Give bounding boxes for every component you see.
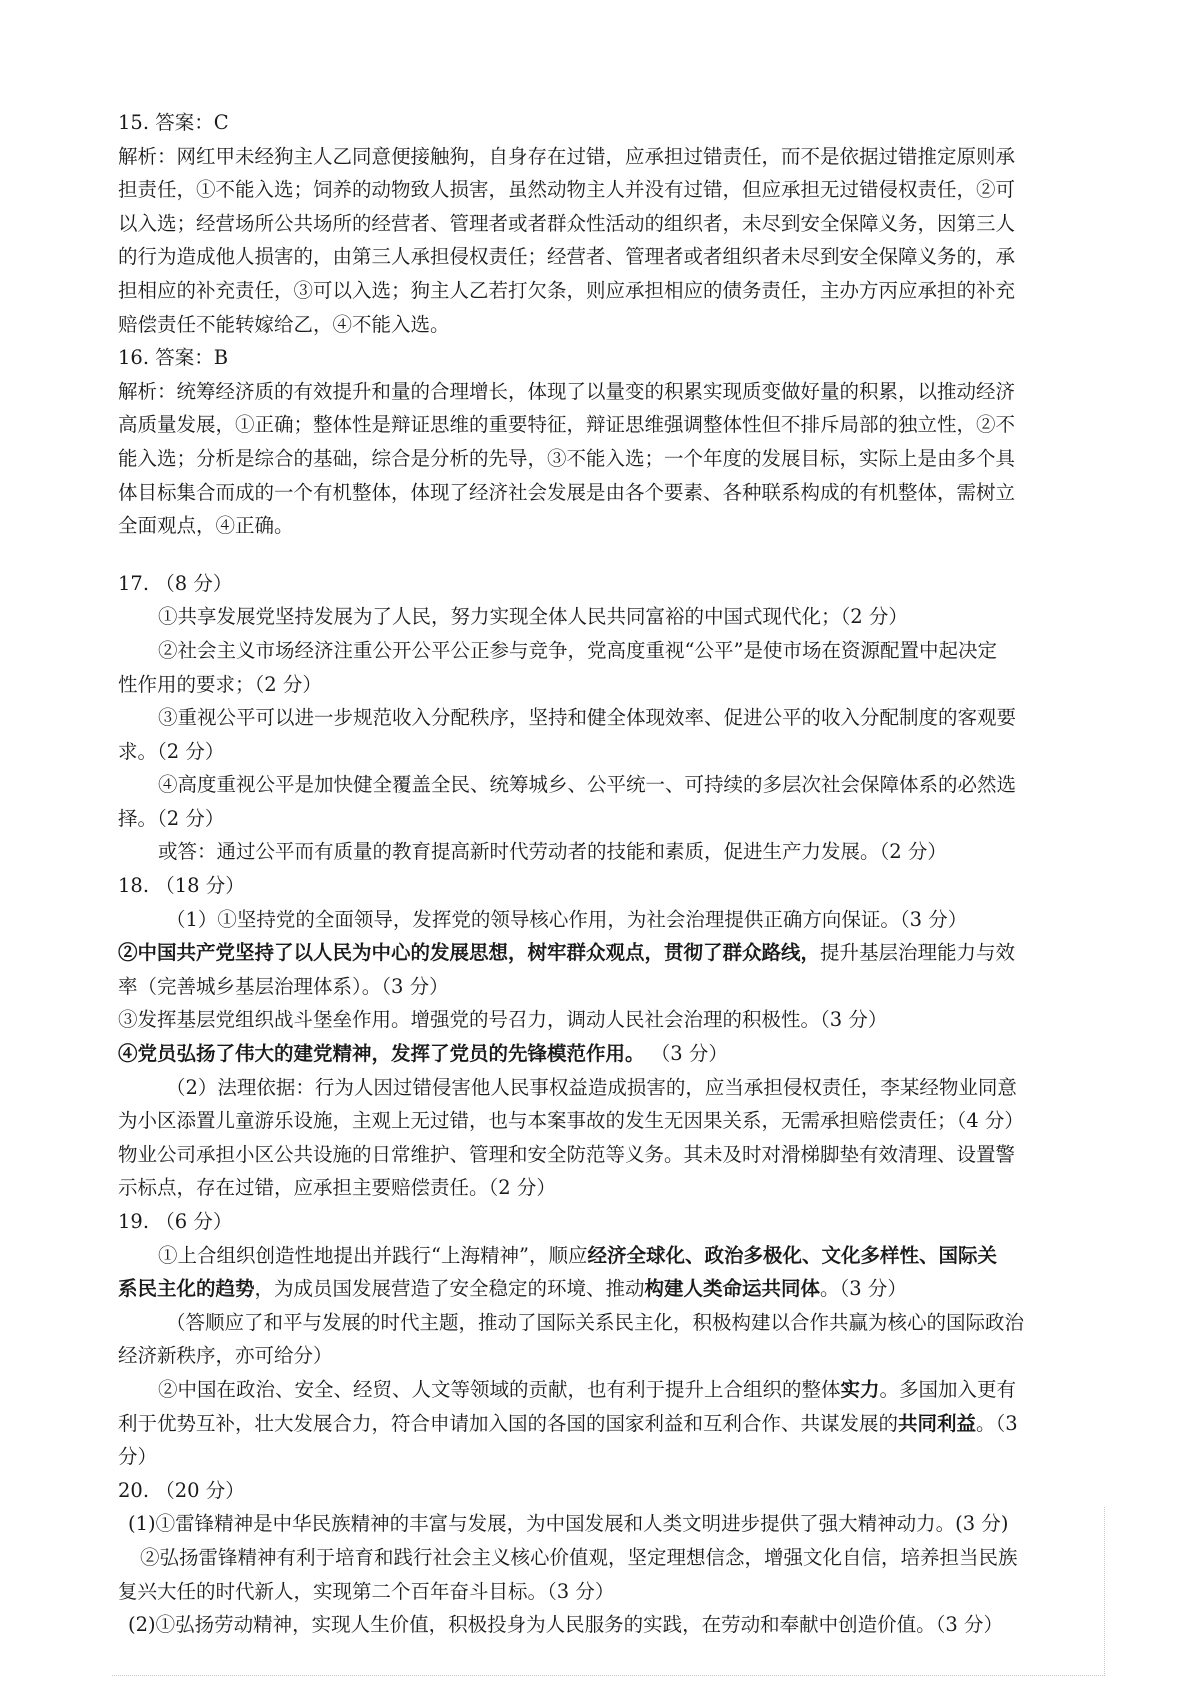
dotted-frame: [112, 1507, 1105, 1676]
q20-heading: 20. （20 分）: [118, 1478, 245, 1502]
q17-section: [118, 567, 1098, 869]
q20-part1-point-1: (1)①雷锋精神是中华民族精神的丰富与发展，为中国发展和人类文明进步提供了强大精神动力。(3 分): [128, 1512, 1009, 1536]
q18-bold-text: ④党员弘扬了伟大的建党精神，发挥了党员的先锋模范作用。: [118, 1042, 645, 1066]
q17-point-1: ①共享发展党坚持发展为了人民，努力实现全体人民共同富裕的中国式现代化；（2 分）: [158, 605, 908, 629]
q19-point-2-cont: [118, 1407, 1098, 1441]
q18-part1-point-1: （1）①坚持党的全面领导，发挥党的领导核心作用，为社会治理提供正确方向保证。（3 分）: [166, 907, 968, 931]
q18-part2-line: 为小区添置儿童游乐设施，主观上无过错，也与本案事故的发生无因果关系，无需承担赔偿责任；（4 分）: [118, 1109, 1024, 1133]
section-spacer: [118, 543, 1098, 567]
q19-note: （答顺应了和平与发展的时代主题，推动了国际关系民主化，积极构建以合作共赢为核心的国际政治: [166, 1310, 1025, 1334]
q19-point-1: [118, 1239, 1098, 1273]
q19-point-2: [118, 1373, 1098, 1407]
q19-bold-text: 构建人类命运共同体: [644, 1277, 821, 1301]
q18-part1-point-2: [118, 936, 1098, 970]
q18-part1-point-3: ③发挥基层党组织战斗堡垒作用。增强党的号召力，调动人民社会治理的积极性。（3 分）: [118, 1008, 888, 1032]
q15-analysis-line: 以入选；经营场所公共场所的经营者、管理者或者群众性活动的组织者，未尽到安全保障义务，因第三人: [118, 211, 1016, 235]
q20-part2-point-1: (2)①弘扬劳动精神，实现人生价值，积极投身为人民服务的实践，在劳动和奉献中创造价值。（3 分）: [128, 1613, 1003, 1637]
q18-part2-line: 物业公司承担小区公共设施的日常维护、管理和安全防范等义务。其未及时对滑梯脚垫有效清理、设置警: [118, 1142, 1016, 1166]
q15-section: [118, 106, 1098, 341]
q19-point-1-cont: [118, 1272, 1098, 1306]
q18-part2-line: 示标点，存在过错，应承担主要赔偿责任。（2 分）: [118, 1176, 556, 1200]
q20-part1-point-2-cont: 复兴大任的时代新人，实现第二个百年奋斗目标。（3 分）: [118, 1579, 615, 1603]
q17-point-3-cont: 求。（2 分）: [118, 739, 225, 763]
q17-point-4-cont: 择。（2 分）: [118, 806, 225, 830]
q16-answer: 16. 答案：B: [118, 346, 229, 370]
q18-text: 提升基层治理能力与效: [820, 941, 1016, 965]
q18-part2-line: （2）法理依据：行为人因过错侵害他人民事权益造成损害的，应当承担侵权责任，李某经物业同意: [166, 1075, 1017, 1099]
q16-analysis-line: 体目标集合而成的一个有机整体，体现了经济社会发展是由各个要素、各种联系构成的有机整体，需树立: [118, 480, 1016, 504]
q19-bold-text: 系民主化的趋势: [118, 1277, 255, 1301]
q20-section: [118, 1474, 1098, 1642]
q16-analysis-line: 能入选；分析是综合的基础，综合是分析的先导，③不能入选；一个年度的发展目标，实际上是由多个具: [118, 446, 1016, 470]
q17-heading: 17. （8 分）: [118, 571, 233, 595]
q16-section: [118, 341, 1098, 543]
q15-analysis-line: 担责任，①不能入选；饲养的动物致人损害，虽然动物主人并没有过错，但应承担无过错侵权责任，②可: [118, 178, 1016, 202]
q17-alt-answer: 或答：通过公平而有质量的教育提高新时代劳动者的技能和素质，促进生产力发展。（2 分）: [158, 840, 947, 864]
q17-point-2: ②社会主义市场经济注重公开公平公正参与竞争，党高度重视“公平”是使市场在资源配置中起决定: [158, 638, 997, 662]
answer-page: [118, 106, 1098, 1642]
q19-note-cont: 经济新秩序，亦可给分）: [118, 1344, 333, 1368]
q15-analysis-line: 解析：网红甲未经狗主人乙同意便接触狗，自身存在过错，应承担过错责任，而不是依据过错推定原则承: [118, 144, 1016, 168]
q20-body: [118, 1507, 1098, 1641]
q18-heading: 18. （18 分）: [118, 874, 245, 898]
q16-analysis-line: 解析：统筹经济质的有效提升和量的合理增长，体现了以量变的积累实现质变做好量的积累，以推动经济: [118, 379, 1016, 403]
q19-section: [118, 1205, 1098, 1474]
q19-text: 利于优势互补，壮大发展合力，符合申请加入国的各国的国家利益和互利合作、共谋发展的: [118, 1411, 899, 1435]
q19-text: 。多国加入更有: [879, 1377, 1017, 1401]
q18-part1-point-4: [118, 1037, 1098, 1071]
q15-answer: 15. 答案：C: [118, 111, 229, 134]
q19-text: ②中国在政治、安全、经贸、人文等领域的贡献，也有利于提升上合组织的整体: [158, 1377, 841, 1401]
q18-text: （3 分）: [644, 1042, 728, 1066]
q16-analysis-line: 全面观点，④正确。: [118, 514, 294, 538]
q18-section: [118, 869, 1098, 1205]
q19-text: ，为成员国发展营造了安全稳定的环境、推动: [254, 1277, 645, 1301]
q19-heading: 19. （6 分）: [118, 1210, 233, 1233]
q19-text: 。（3: [976, 1411, 1018, 1435]
q19-bold-text: 共同利益: [898, 1411, 977, 1435]
q15-analysis-line: 的行为造成他人损害的，由第三人承担侵权责任；经营者、管理者或者组织者未尽到安全保障义务的，承: [118, 245, 1016, 269]
q19-bold-text: 实力: [840, 1377, 880, 1401]
q17-point-4: ④高度重视公平是加快健全覆盖全民、统筹城乡、公平统一、可持续的多层次社会保障体系的必然选: [158, 773, 1017, 797]
q19-point-2-cont: 分）: [118, 1445, 158, 1469]
q16-analysis-line: 高质量发展，①正确；整体性是辩证思维的重要特征，辩证思维强调整体性但不排斥局部的独立性，②不: [118, 413, 1016, 437]
q20-part1-point-2: ②弘扬雷锋精神有利于培育和践行社会主义核心价值观，坚定理想信念，增强文化自信，培养担当民族: [140, 1545, 1018, 1569]
q18-bold-text: ②中国共产党坚持了以人民为中心的发展思想，树牢群众观点，贯彻了群众路线，: [118, 941, 821, 965]
q17-point-2-cont: 性作用的要求；（2 分）: [118, 672, 322, 696]
q17-point-3: ③重视公平可以进一步规范收入分配秩序，坚持和健全体现效率、促进公平的收入分配制度的客观要: [158, 706, 1017, 730]
q19-text: ①上合组织创造性地提出并践行“上海精神”，顺应: [158, 1243, 588, 1267]
q18-part1-point-2-cont: 率（完善城乡基层治理体系）。（3 分）: [118, 974, 449, 998]
q15-analysis-line: 担相应的补充责任，③可以入选；狗主人乙若打欠条，则应承担相应的债务责任，主办方丙应承担的补充: [118, 278, 1016, 302]
q15-analysis-line: 赔偿责任不能转嫁给乙，④不能入选。: [118, 312, 450, 336]
q19-bold-text: 经济全球化、政治多极化、文化多样性、国际关: [587, 1243, 997, 1267]
q19-text: 。（3 分）: [820, 1277, 907, 1301]
